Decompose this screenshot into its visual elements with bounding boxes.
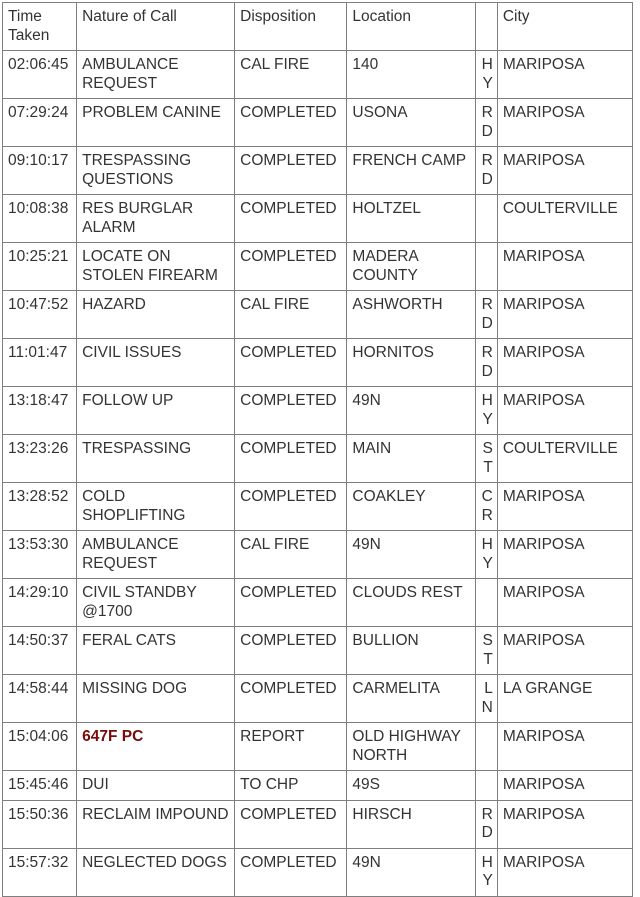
cell-street-suffix <box>476 243 498 291</box>
cell-disposition: COMPLETED <box>235 339 347 387</box>
cell-city: COULTERVILLE <box>497 195 632 243</box>
cell-time-taken: 10:25:21 <box>3 243 77 291</box>
cell-time-taken: 15:45:46 <box>3 771 77 801</box>
cell-city: MARIPOSA <box>497 339 632 387</box>
cell-time-taken: 14:58:44 <box>3 675 77 723</box>
table-header <box>3 3 633 51</box>
cell-time-taken: 15:57:32 <box>3 848 77 896</box>
cell-time-taken: 02:06:45 <box>3 51 77 99</box>
cell-location: BULLION <box>347 627 476 675</box>
cell-city: MARIPOSA <box>497 483 632 531</box>
cell-time-taken: 15:04:06 <box>3 723 77 771</box>
cell-street-suffix: ST <box>476 627 498 675</box>
cell-street-suffix <box>476 771 498 801</box>
cell-time-taken: 11:01:47 <box>3 339 77 387</box>
cell-nature-of-call: AMBULANCE REQUEST <box>77 531 235 579</box>
cell-location: HOLTZEL <box>347 195 476 243</box>
cell-nature-of-call: DUI <box>77 771 235 801</box>
cell-disposition: COMPLETED <box>235 435 347 483</box>
table-row <box>3 627 633 675</box>
cell-nature-of-call: FOLLOW UP <box>77 387 235 435</box>
cell-location: FRENCH CAMP <box>347 147 476 195</box>
cell-city: MARIPOSA <box>497 579 632 627</box>
header-disposition: Disposition <box>235 3 347 51</box>
cell-location: HORNITOS <box>347 339 476 387</box>
cell-city: MARIPOSA <box>497 51 632 99</box>
cell-disposition: COMPLETED <box>235 848 347 896</box>
cell-street-suffix: RD <box>476 99 498 147</box>
cell-city: MARIPOSA <box>497 387 632 435</box>
cell-nature-of-call: LOCATE ON STOLEN FIREARM <box>77 243 235 291</box>
cell-nature-of-call: CIVIL STANDBY @1700 <box>77 579 235 627</box>
cell-disposition: COMPLETED <box>235 195 347 243</box>
cell-city: MARIPOSA <box>497 771 632 801</box>
cell-nature-of-call: AMBULANCE REQUEST <box>77 51 235 99</box>
cell-time-taken: 13:18:47 <box>3 387 77 435</box>
cell-city: MARIPOSA <box>497 291 632 339</box>
cell-street-suffix: HY <box>476 387 498 435</box>
cell-nature-of-call: CIVIL ISSUES <box>77 339 235 387</box>
cell-time-taken: 13:23:26 <box>3 435 77 483</box>
table-row <box>3 99 633 147</box>
cell-disposition: COMPLETED <box>235 387 347 435</box>
cell-disposition: CAL FIRE <box>235 51 347 99</box>
cell-street-suffix: RD <box>476 147 498 195</box>
cell-nature-of-call: NEGLECTED DOGS <box>77 848 235 896</box>
cell-street-suffix <box>476 723 498 771</box>
cell-nature-of-call <box>77 723 235 771</box>
cell-disposition: CAL FIRE <box>235 531 347 579</box>
cell-nature-of-call: RECLAIM IMPOUND <box>77 800 235 848</box>
cell-city: MARIPOSA <box>497 243 632 291</box>
cell-city: LA GRANGE <box>497 675 632 723</box>
table-row <box>3 147 633 195</box>
cell-time-taken: 13:28:52 <box>3 483 77 531</box>
cell-location: CLOUDS REST <box>347 579 476 627</box>
cell-location: ASHWORTH <box>347 291 476 339</box>
cell-street-suffix <box>476 579 498 627</box>
table-row <box>3 579 633 627</box>
cell-nature-of-call: TRESPASSING QUESTIONS <box>77 147 235 195</box>
table-row <box>3 195 633 243</box>
cell-disposition: COMPLETED <box>235 627 347 675</box>
call-log-table <box>2 2 633 897</box>
header-city: City <box>497 3 632 51</box>
cell-disposition: COMPLETED <box>235 800 347 848</box>
cell-disposition: CAL FIRE <box>235 291 347 339</box>
cell-nature-of-call: FERAL CATS <box>77 627 235 675</box>
cell-location: COAKLEY <box>347 483 476 531</box>
cell-disposition: COMPLETED <box>235 99 347 147</box>
cell-city: MARIPOSA <box>497 99 632 147</box>
cell-location: 49N <box>347 387 476 435</box>
cell-disposition: COMPLETED <box>235 243 347 291</box>
cell-location: 49S <box>347 771 476 801</box>
table-row <box>3 387 633 435</box>
cell-location: CARMELITA <box>347 675 476 723</box>
cell-time-taken: 07:29:24 <box>3 99 77 147</box>
header-street-suffix <box>476 3 498 51</box>
cell-city: MARIPOSA <box>497 800 632 848</box>
table-row <box>3 531 633 579</box>
table-row <box>3 800 633 848</box>
cell-city: MARIPOSA <box>497 627 632 675</box>
table-row <box>3 243 633 291</box>
cell-time-taken: 13:53:30 <box>3 531 77 579</box>
table-row <box>3 291 633 339</box>
cell-street-suffix <box>476 195 498 243</box>
cell-location: OLD HIGHWAY NORTH <box>347 723 476 771</box>
cell-location: MADERA COUNTY <box>347 243 476 291</box>
cell-city: COULTERVILLE <box>497 435 632 483</box>
table-row <box>3 675 633 723</box>
cell-time-taken: 14:29:10 <box>3 579 77 627</box>
table-row <box>3 483 633 531</box>
cell-city: MARIPOSA <box>497 531 632 579</box>
cell-time-taken: 10:47:52 <box>3 291 77 339</box>
cell-location: HIRSCH <box>347 800 476 848</box>
cell-disposition: COMPLETED <box>235 147 347 195</box>
cell-city: MARIPOSA <box>497 147 632 195</box>
cell-disposition: COMPLETED <box>235 483 347 531</box>
cell-nature-of-call: MISSING DOG <box>77 675 235 723</box>
cell-location: 49N <box>347 848 476 896</box>
header-nature-of-call: Nature of Call <box>77 3 235 51</box>
header-row <box>3 3 633 51</box>
cell-nature-of-call: TRESPASSING <box>77 435 235 483</box>
cell-time-taken: 09:10:17 <box>3 147 77 195</box>
header-location: Location <box>347 3 476 51</box>
cell-disposition: TO CHP <box>235 771 347 801</box>
cell-street-suffix: HY <box>476 848 498 896</box>
header-time-taken: Time Taken <box>3 3 77 51</box>
cell-street-suffix: CR <box>476 483 498 531</box>
highlighted-call-text: 647F PC <box>82 728 144 745</box>
cell-location: 49N <box>347 531 476 579</box>
table-body <box>3 51 633 897</box>
cell-nature-of-call: RES BURGLAR ALARM <box>77 195 235 243</box>
table-row <box>3 51 633 99</box>
cell-disposition: COMPLETED <box>235 675 347 723</box>
table-row <box>3 848 633 896</box>
table-row <box>3 771 633 801</box>
cell-location: USONA <box>347 99 476 147</box>
cell-street-suffix: HY <box>476 531 498 579</box>
cell-street-suffix: RD <box>476 800 498 848</box>
cell-street-suffix: HY <box>476 51 498 99</box>
cell-street-suffix: LN <box>476 675 498 723</box>
cell-street-suffix: ST <box>476 435 498 483</box>
table-row <box>3 723 633 771</box>
cell-nature-of-call: HAZARD <box>77 291 235 339</box>
cell-city: MARIPOSA <box>497 723 632 771</box>
cell-location: MAIN <box>347 435 476 483</box>
cell-nature-of-call: PROBLEM CANINE <box>77 99 235 147</box>
cell-city: MARIPOSA <box>497 848 632 896</box>
cell-street-suffix: RD <box>476 291 498 339</box>
cell-time-taken: 15:50:36 <box>3 800 77 848</box>
cell-nature-of-call: COLD SHOPLIFTING <box>77 483 235 531</box>
table-row <box>3 435 633 483</box>
cell-location: 140 <box>347 51 476 99</box>
table-row <box>3 339 633 387</box>
cell-street-suffix: RD <box>476 339 498 387</box>
cell-time-taken: 10:08:38 <box>3 195 77 243</box>
cell-time-taken: 14:50:37 <box>3 627 77 675</box>
cell-disposition: COMPLETED <box>235 579 347 627</box>
cell-disposition: REPORT <box>235 723 347 771</box>
